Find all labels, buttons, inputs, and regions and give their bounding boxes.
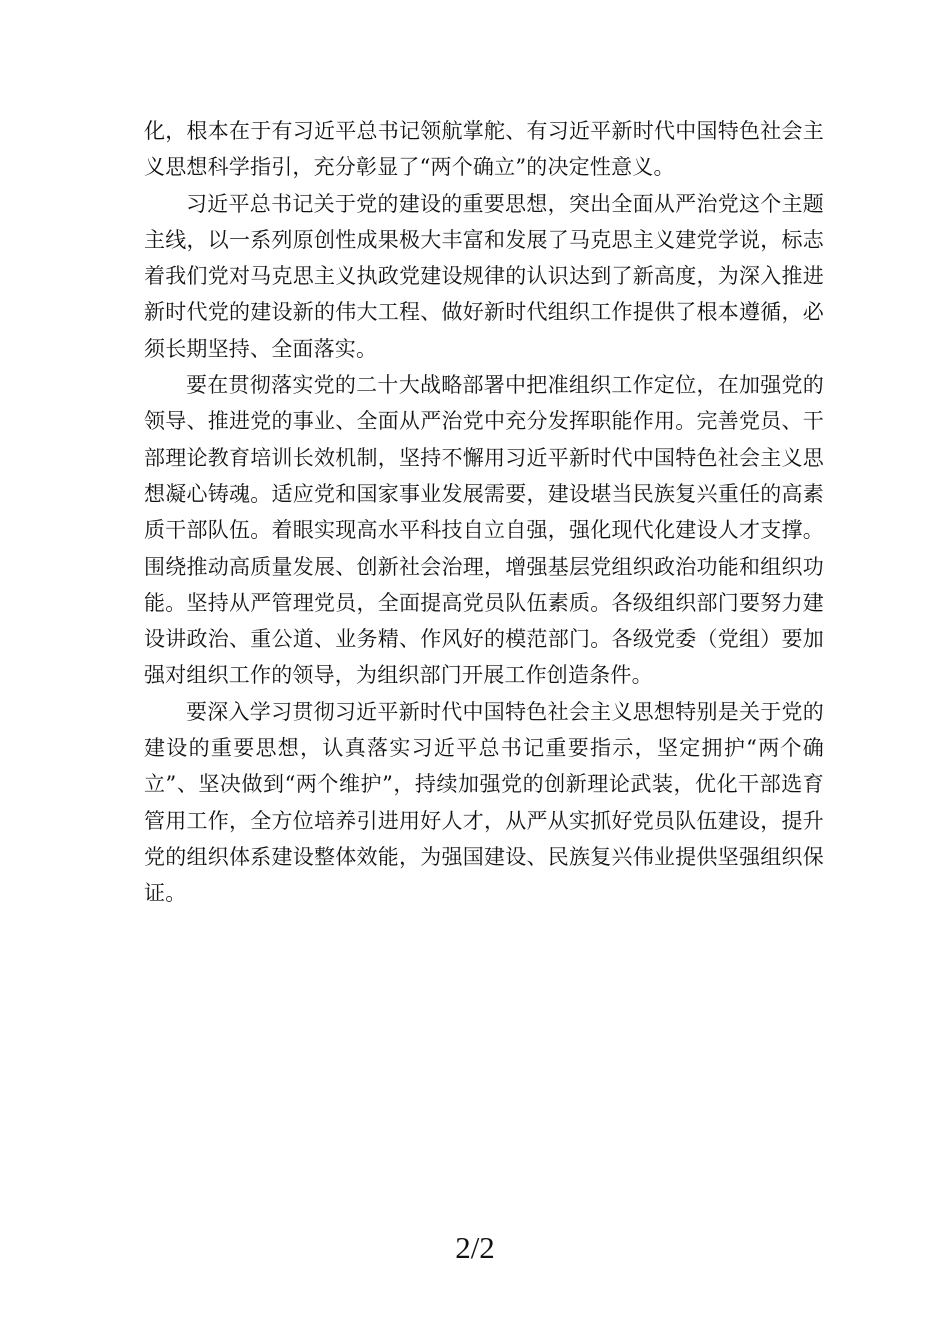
page-number: 2/2	[455, 1230, 495, 1265]
paragraph-continuation: 化，根本在于有习近平总书记领航掌舵、有习近平新时代中国特色社会主义思想科学指引，充分彰显了“两个确立”的决定性意义。	[144, 119, 824, 180]
paragraph: 要深入学习贯彻习近平新时代中国特色社会主义思想特别是关于党的建设的重要思想，认真落实习近平总书记重要指示，坚定拥护“两个确立”、坚决做到“两个维护”，持续加强党的创新理论武装，优化干部选育管用工作，全方位培养引进用好人才，从严从实抓好党员队伍建设，提升党的组织体系建设整体效能，为强国建设、民族复兴伟业提供坚强组织保证。	[144, 699, 824, 906]
paragraph: 习近平总书记关于党的建设的重要思想，突出全面从严治党这个主题主线，以一系列原创性成果极大丰富和发展了马克思主义建党学说，标志着我们党对马克思主义执政党建设规律的认识达到了新高度，为深入推进新时代党的建设新的伟大工程、做好新时代组织工作提供了根本遵循，必须长期坚持、全面落实。	[144, 191, 824, 361]
paragraph: 要在贯彻落实党的二十大战略部署中把准组织工作定位，在加强党的领导、推进党的事业、全面从严治党中充分发挥职能作用。完善党员、干部理论教育培训长效机制，坚持不懈用习近平新时代中国特色社会主义思想凝心铸魂。适应党和国家事业发展需要，建设堪当民族复兴重任的高素质干部队伍。着眼实现高水平科技自立自强，强化现代化建设人才支撑。围绕推动高质量发展、创新社会治理，增强基层党组织政治功能和组织功能。坚持从严管理党员，全面提高党员队伍素质。各级组织部门要努力建设讲政治、重公道、业务精、作风好的模范部门。各级党委（党组）要加强对组织工作的领导，为组织部门开展工作创造条件。	[144, 373, 824, 688]
document-body	[144, 113, 824, 912]
